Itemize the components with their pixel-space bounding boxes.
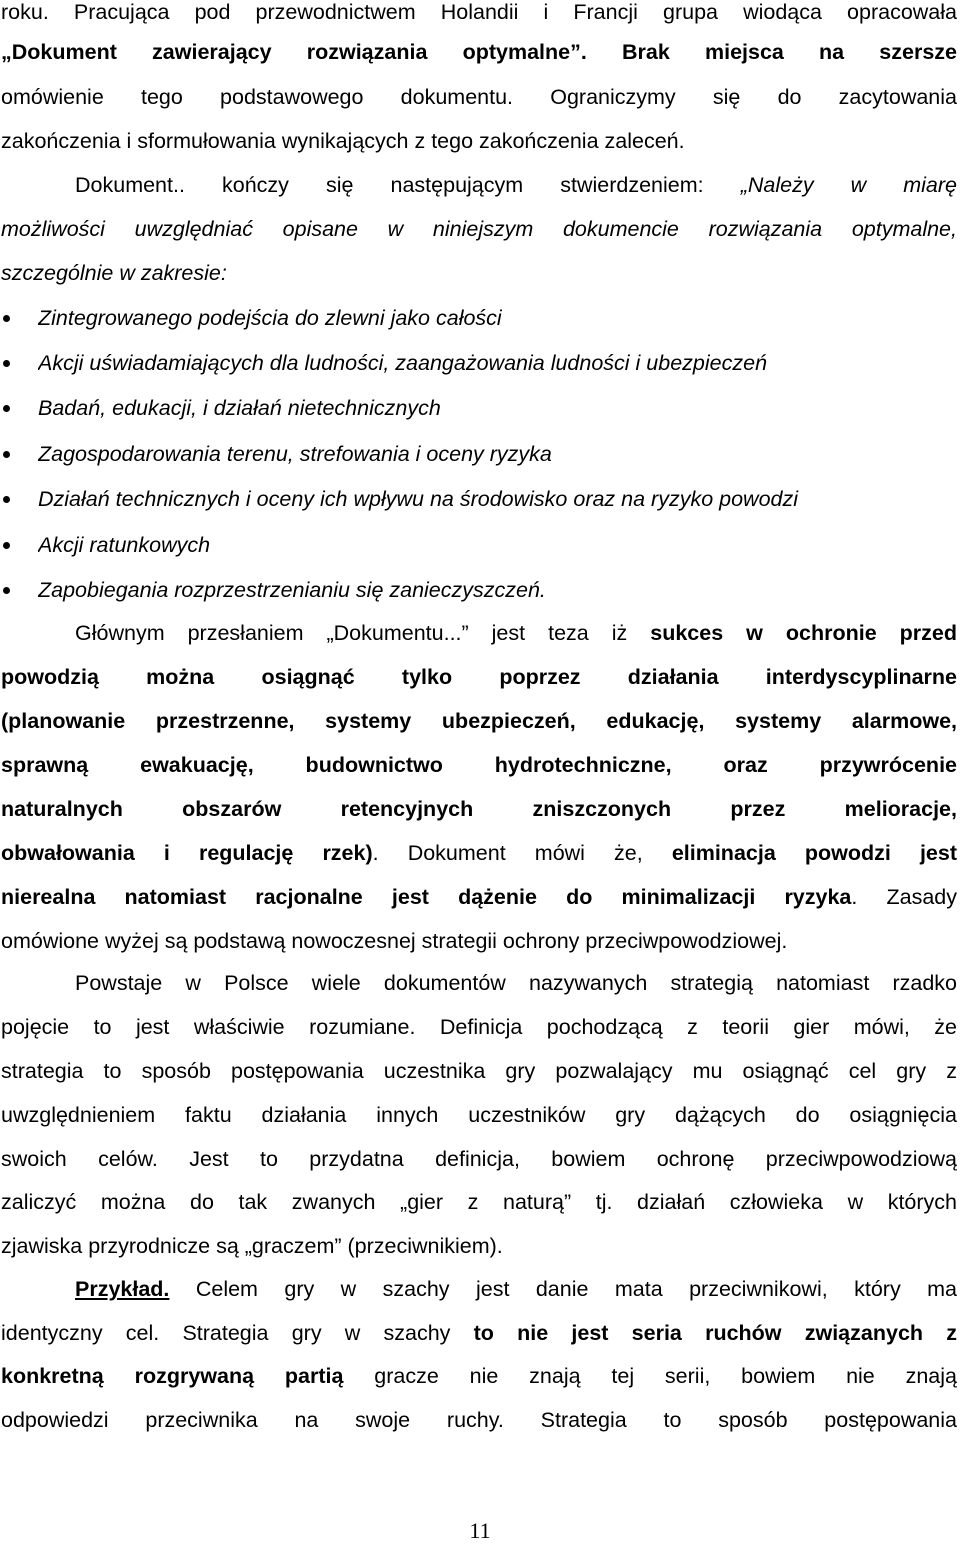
text-line: identyczny cel. Strategia gry w szachy to nie jest seria ruchów związanych z: [1, 1321, 957, 1345]
bullet-icon: [3, 451, 10, 458]
text-line: obwałowania i regulację rzek). Dokument mówi że, eliminacja powodzi jest: [1, 841, 957, 865]
text-line: strategia to sposób postępowania uczestnika gry pozwalający mu osiągnąć cel gry z: [1, 1059, 957, 1083]
text-line: „Dokument zawierający rozwiązania optymalne”. Brak miejsca na szersze: [1, 40, 957, 64]
text-line: zjawiska przyrodnicze są „graczem” (przeciwnikiem).: [1, 1234, 503, 1258]
text-line: swoich celów. Jest to przydatna definicja, bowiem ochronę przeciwpowodziową: [1, 1147, 957, 1171]
list-item: Badań, edukacji, i działań nietechnicznych: [38, 396, 441, 420]
text-line: zakończenia i sformułowania wynikających z tego zakończenia zaleceń.: [1, 129, 685, 153]
text-line: omówienie tego podstawowego dokumentu. Ograniczymy się do zacytowania: [1, 85, 957, 109]
text-line: pojęcie to jest właściwie rozumiane. Definicja pochodzącą z teorii gier mówi, że: [1, 1015, 957, 1039]
text-line: (planowanie przestrzenne, systemy ubezpieczeń, edukację, systemy alarmowe,: [1, 709, 957, 733]
bullet-icon: [3, 315, 10, 322]
text-line: omówione wyżej są podstawą nowoczesnej strategii ochrony przeciwpowodziowej.: [1, 929, 788, 953]
list-item: Zapobiegania rozprzestrzenianiu się zanieczyszczeń.: [38, 578, 546, 602]
bullet-icon: [3, 587, 10, 594]
list-item: Akcji ratunkowych: [38, 533, 211, 557]
text-line: sprawną ewakuację, budownictwo hydrotechniczne, oraz przywrócenie: [1, 753, 957, 777]
bullet-icon: [3, 542, 10, 549]
list-item: Działań technicznych i oceny ich wpływu na środowisko oraz na ryzyko powodzi: [38, 487, 799, 511]
bullet-icon: [3, 360, 10, 367]
text-line: Przykład. Celem gry w szachy jest danie mata przeciwnikowi, który ma: [75, 1277, 957, 1301]
list-item: Akcji uświadamiających dla ludności, zaangażowania ludności i ubezpieczeń: [38, 351, 768, 375]
text-line: Dokument.. kończy się następującym stwierdzeniem: „Należy w miarę: [75, 173, 957, 197]
bullet-icon: [3, 496, 10, 503]
text-line: naturalnych obszarów retencyjnych zniszczonych przez melioracje,: [1, 797, 957, 821]
text-line: roku. Pracująca pod przewodnictwem Holandii i Francji grupa wiodąca opracowała: [1, 0, 957, 24]
text-line: odpowiedzi przeciwnika na swoje ruchy. Strategia to sposób postępowania: [1, 1408, 957, 1432]
text-line: Powstaje w Polsce wiele dokumentów nazywanych strategią natomiast rzadko: [75, 971, 957, 995]
list-item: Zagospodarowania terenu, strefowania i oceny ryzyka: [38, 442, 552, 466]
example-label: Przykład.: [75, 1277, 170, 1301]
bullet-icon: [3, 405, 10, 412]
text-line: nierealna natomiast racjonalne jest dążenie do minimalizacji ryzyka. Zasady: [1, 885, 957, 909]
text-line: konkretną rozgrywaną partią gracze nie znają tej serii, bowiem nie znają: [1, 1364, 957, 1388]
page-number: 11: [469, 1518, 491, 1543]
text-line: możliwości uwzględniać opisane w niniejszym dokumencie rozwiązania optymalne,: [1, 217, 957, 241]
text-line: Głównym przesłaniem „Dokumentu...” jest teza iż sukces w ochronie przed: [75, 621, 957, 645]
text-line: uwzględnieniem faktu działania innych uczestników gry dążących do osiągnięcia: [1, 1103, 957, 1127]
text-line: szczególnie w zakresie:: [1, 261, 227, 285]
text-line: powodzią można osiągnąć tylko poprzez działania interdyscyplinarne: [1, 665, 957, 689]
list-item: Zintegrowanego podejścia do zlewni jako całości: [38, 306, 502, 330]
text-line: zaliczyć można do tak zwanych „gier z naturą” tj. działań człowieka w których: [1, 1190, 957, 1214]
